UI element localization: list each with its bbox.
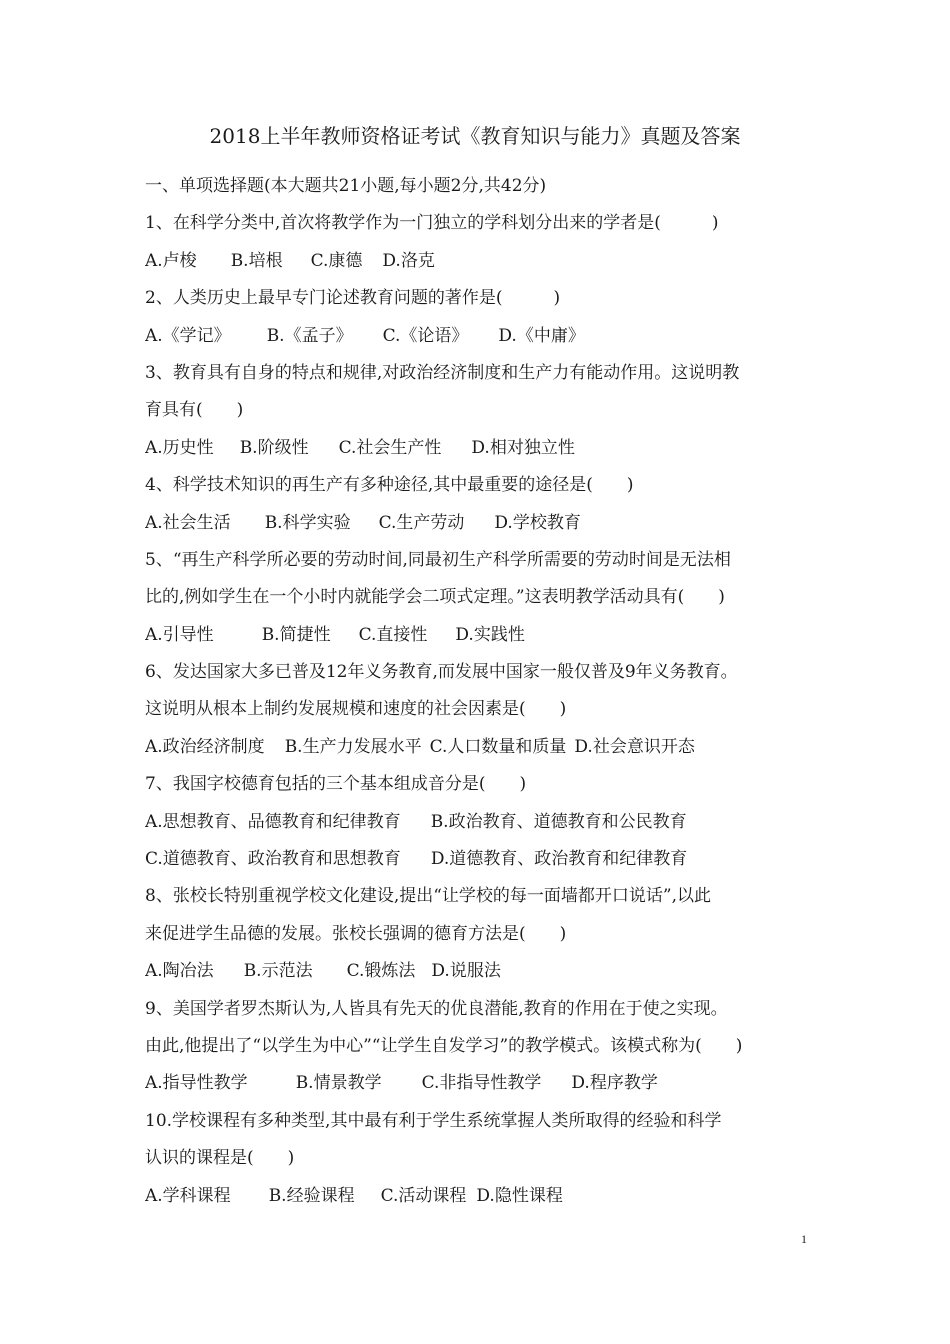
question-text: 由此,他提出了“以学生为中心”“让学生自发学习”的教学模式。该模式称为( )	[145, 1035, 743, 1056]
question-text: 3、教育具有自身的特点和规律,对政治经济制度和生产力有能动作用。这说明教	[145, 362, 740, 383]
option-d: D.洛克	[382, 250, 435, 271]
option-c: C.人口数量和质量	[429, 736, 567, 757]
option-a: A.思想教育、品德教育和纪律教育	[145, 811, 401, 832]
option-d: D.实践性	[455, 624, 525, 645]
option-a: A.政治经济制度	[145, 736, 265, 757]
option-b: B.示范法	[243, 961, 313, 982]
options-row	[145, 804, 815, 841]
option-b: B.阶级性	[239, 437, 309, 458]
question-text: 8、张校长特别重视学校文化建设,提出“让学校的每一面墙都开口说话”,以此	[145, 886, 712, 907]
options-row	[145, 1065, 815, 1102]
options-row	[145, 617, 815, 654]
option-d: D.隐性课程	[476, 1185, 563, 1206]
option-a: C.道德教育、政治教育和思想教育	[145, 849, 401, 870]
question-5	[145, 542, 815, 654]
option-c: C.锻炼法	[346, 961, 416, 982]
option-b: B.培根	[230, 250, 283, 271]
option-d: D.相对独立性	[471, 437, 575, 458]
question-text: 育具有( )	[145, 400, 244, 421]
question-3	[145, 355, 815, 467]
question-text: 4、科学技术知识的再生产有多种途径,其中最重要的途径是( )	[145, 475, 634, 496]
option-d: D.社会意识开态	[574, 736, 695, 757]
question-text: 6、发达国家大多已普及12年义务教育,而发展中国家一般仅普及9年义务教育。	[145, 662, 738, 683]
question-text: 比的,例如学生在一个小时内就能学会二项式定理。”这表明教学活动具有( )	[145, 587, 725, 608]
options-row	[145, 1178, 815, 1215]
document-body	[145, 168, 815, 1215]
question-9	[145, 991, 815, 1103]
option-b: B.生产力发展水平	[284, 736, 422, 757]
options-row	[145, 318, 815, 355]
option-a: A.卢梭	[145, 250, 197, 271]
option-a: A.引导性	[145, 624, 214, 645]
options-row	[145, 953, 815, 990]
option-b: B.《孟子》	[266, 325, 353, 346]
question-text: 认识的课程是( )	[145, 1148, 295, 1169]
document-title: 2018上半年教师资格证考试《教育知识与能力》真题及答案	[209, 124, 741, 148]
option-c: C.社会生产性	[338, 437, 442, 458]
question-text: 9、美国学者罗杰斯认为,人皆具有先天的优良潜能,教育的作用在于使之实现。	[145, 998, 728, 1019]
option-d: D.程序教学	[571, 1073, 658, 1094]
question-text: 5、“再生产科学所必要的劳动时间,同最初生产科学所需要的劳动时间是无法相	[145, 549, 731, 570]
option-d: D.说服法	[431, 961, 501, 982]
question-7	[145, 766, 815, 878]
option-a: A.学科课程	[145, 1185, 231, 1206]
option-c: C.生产劳动	[378, 512, 465, 533]
option-b: D.道德教育、政治教育和纪律教育	[430, 849, 688, 870]
question-text: 来促进学生品德的发展。张校长强调的德育方法是( )	[145, 923, 567, 944]
option-c: C.非指导性教学	[421, 1073, 542, 1094]
section-heading: 一、单项选择题(本大题共21小题,每小题2分,共42分)	[145, 176, 547, 196]
question-6	[145, 654, 815, 766]
options-row	[145, 841, 815, 878]
question-8	[145, 878, 815, 990]
option-d: D.《中庸》	[498, 325, 585, 346]
option-b: B.政治教育、道德教育和公民教育	[430, 811, 687, 832]
question-text: 2、人类历史上最早专门论述教育问题的著作是( )	[145, 288, 561, 309]
option-a: A.指导性教学	[145, 1073, 248, 1094]
option-c: C.活动课程	[380, 1185, 467, 1206]
option-d: D.学校教育	[494, 512, 581, 533]
question-text: 10.学校课程有多种类型,其中最有利于学生系统掌握人类所取得的经验和科学	[145, 1110, 722, 1131]
question-text: 1、在科学分类中,首次将教学作为一门独立的学科划分出来的学者是( )	[145, 213, 719, 234]
question-2	[145, 280, 815, 355]
options-row	[145, 729, 815, 766]
question-10	[145, 1103, 815, 1215]
option-c: C.直接性	[358, 624, 428, 645]
question-1	[145, 205, 815, 280]
question-text: 这说明从根本上制约发展规模和速度的社会因素是( )	[145, 699, 567, 720]
option-a: A.陶冶法	[145, 961, 214, 982]
option-a: A.《学记》	[145, 325, 231, 346]
option-b: B.经验课程	[268, 1185, 355, 1206]
question-4	[145, 467, 815, 542]
option-b: B.简捷性	[261, 624, 331, 645]
option-b: B.情景教学	[295, 1073, 382, 1094]
option-c: C.康德	[310, 250, 363, 271]
options-row	[145, 505, 815, 542]
option-a: A.历史性	[145, 437, 214, 458]
options-row	[145, 430, 815, 467]
options-row	[145, 243, 815, 280]
page-number: 1	[801, 1232, 807, 1246]
option-c: C.《论语》	[382, 325, 469, 346]
question-text: 7、我国字校德育包括的三个基本组成音分是( )	[145, 774, 527, 795]
option-a: A.社会生活	[145, 512, 231, 533]
option-b: B.科学实验	[264, 512, 351, 533]
